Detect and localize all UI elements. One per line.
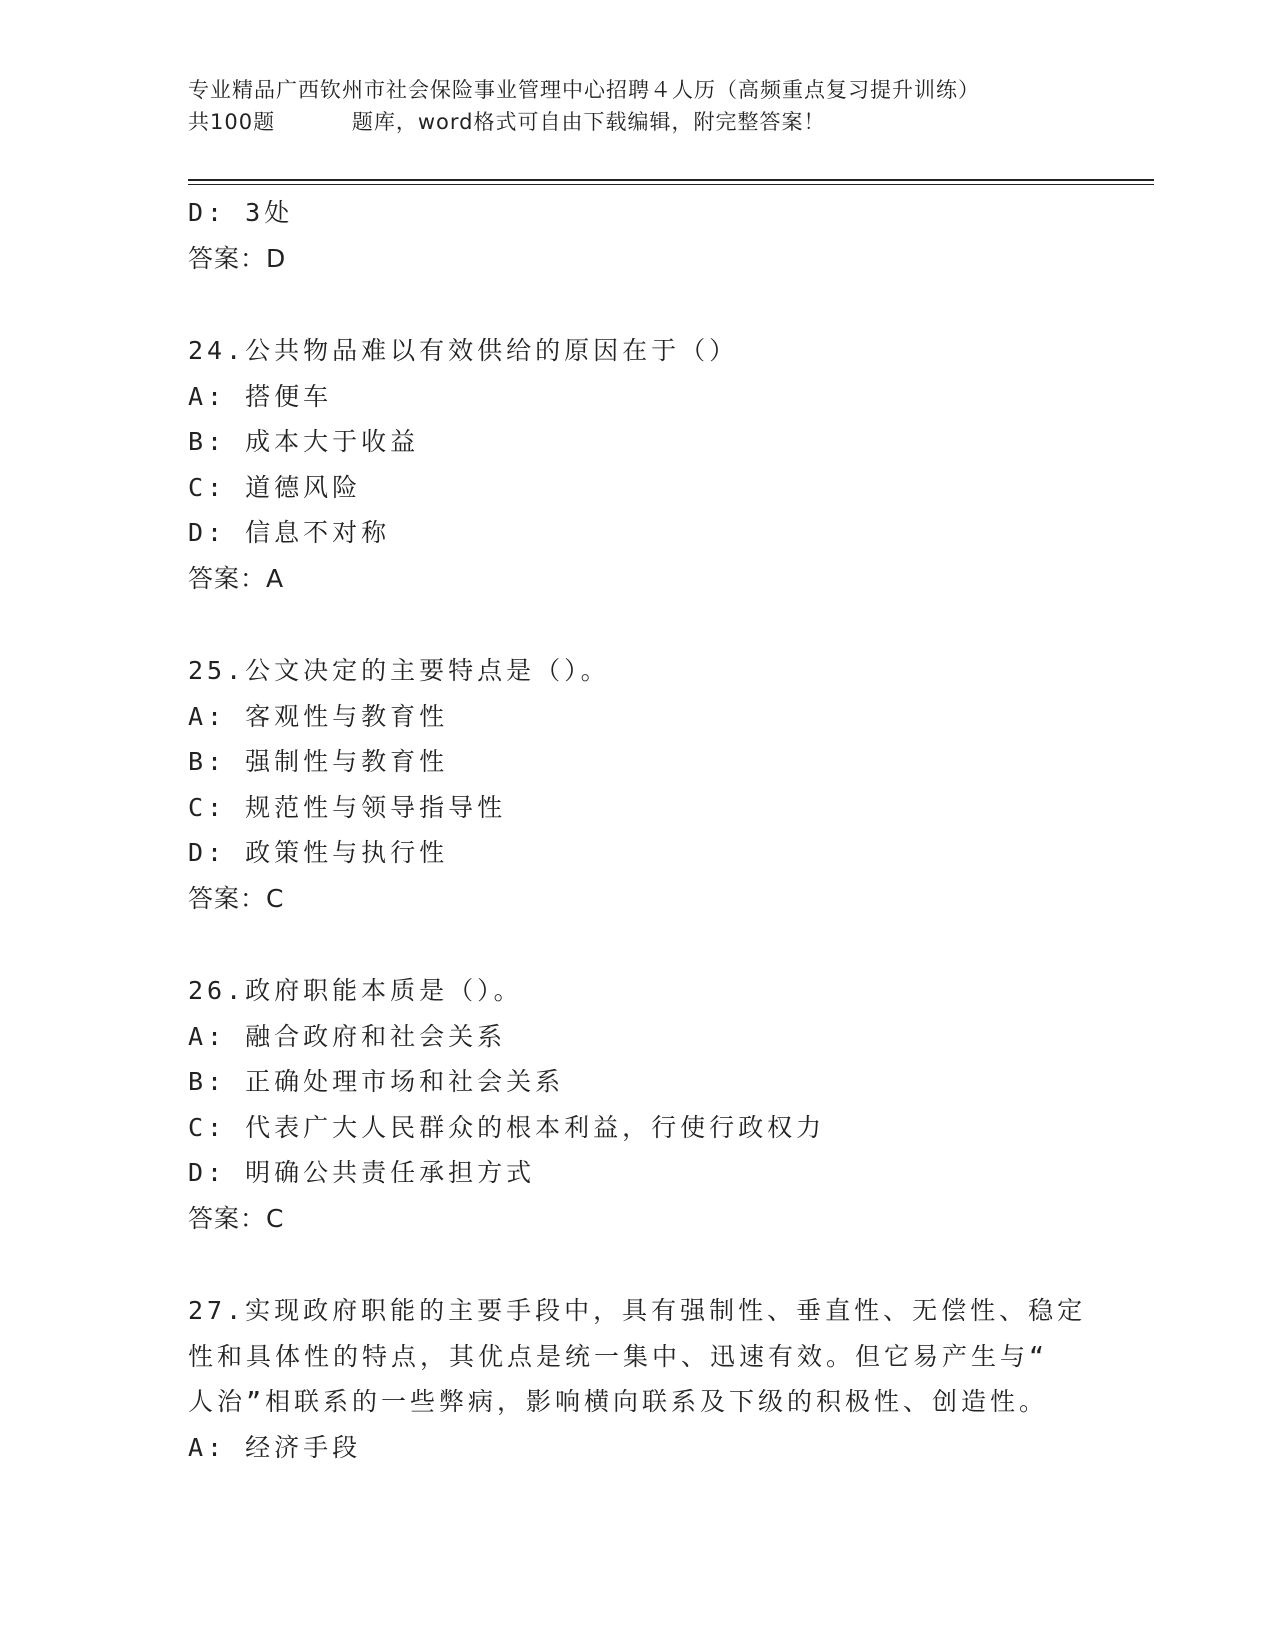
spacer (188, 921, 1118, 968)
question-block (188, 968, 1118, 1241)
option-d: D: 政策性与执行性 (188, 838, 449, 867)
question-stem: 25.公文决定的主要特点是（）。 (188, 656, 610, 685)
option-b: B: 强制性与教育性 (188, 747, 449, 776)
option-d: D: 明确公共责任承担方式 (188, 1158, 536, 1187)
option-c: C: 代表广大人民群众的根本利益，行使行政权力 (188, 1112, 826, 1142)
spacer (188, 281, 1118, 328)
question-stem: 26.政府职能本质是（）。 (188, 976, 523, 1005)
spacer (188, 601, 1118, 648)
option-a: A: 客观性与教育性 (188, 701, 449, 731)
question-stem-line: 性和具体性的特点，其优点是统一集中、迅速有效。但它易产生与“ (188, 1341, 1049, 1371)
option-b: B: 正确处理市场和社会关系 (188, 1067, 565, 1096)
header-subtitle-line: 共100题 题库，word格式可自由下载编辑，附完整答案！ (188, 110, 826, 134)
question-block (188, 648, 1118, 921)
question-stem-line: 27.实现政府职能的主要手段中，具有强制性、垂直性、无偿性、稳定 (188, 1296, 1087, 1325)
option-d: D: 3处 (188, 198, 294, 227)
option-a: A: 经济手段 (188, 1432, 362, 1462)
option-a: A: 搭便车 (188, 381, 333, 411)
question-block (188, 190, 1118, 281)
answer-line: 答案：D (188, 243, 287, 273)
option-a: A: 融合政府和社会关系 (188, 1021, 507, 1051)
page-header (188, 74, 1088, 138)
question-block (188, 328, 1118, 601)
header-divider-thin (188, 184, 1154, 185)
question-block (188, 1288, 1118, 1470)
question-list (188, 190, 1118, 1470)
option-d: D: 信息不对称 (188, 518, 391, 547)
option-c: C: 规范性与领导指导性 (188, 792, 507, 822)
answer-line: 答案：A (188, 563, 285, 593)
option-b: B: 成本大于收益 (188, 427, 420, 456)
answer-line: 答案：C (188, 883, 285, 913)
header-title-line: 专业精品广西钦州市社会保险事业管理中心招聘４人历（高频重点复习提升训练） (188, 78, 980, 102)
question-stem-line: 人治”相联系的一些弊病，影响横向联系及下级的积极性、创造性。 (188, 1387, 1049, 1416)
header-divider-thick (188, 179, 1154, 181)
option-c: C: 道德风险 (188, 472, 362, 502)
question-stem: 24.公共物品难以有效供给的原因在于（） (188, 336, 739, 365)
answer-line: 答案：C (188, 1203, 285, 1233)
spacer (188, 1241, 1118, 1288)
